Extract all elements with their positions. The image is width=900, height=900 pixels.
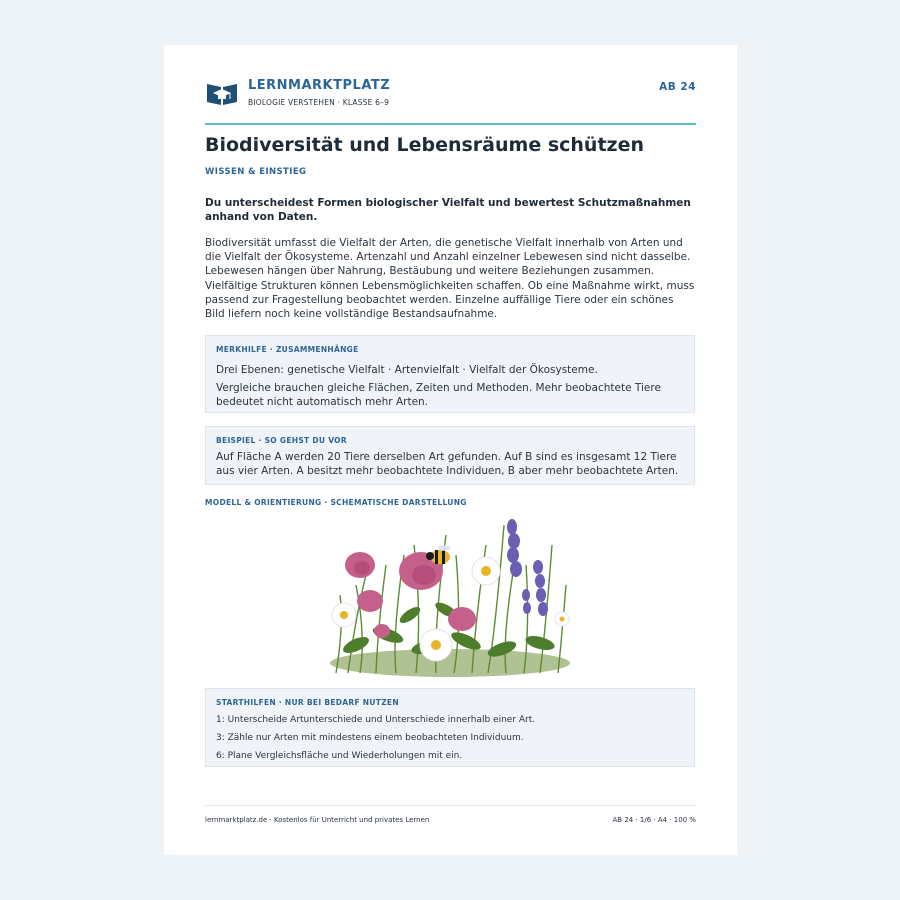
merkhilfe-line-2: Vergleiche brauchen gleiche Flächen, Zeiten und Methoden. Mehr beobachtete Tiere bedeutet nicht automatisch mehr Arten.: [216, 382, 661, 408]
merkhilfe-box: [205, 335, 695, 413]
merkhilfe-line-1: Drei Ebenen: genetische Vielfalt · Artenvielfalt · Vielfalt der Ökosysteme.: [216, 364, 598, 376]
section-kicker: WISSEN & EINSTIEG: [205, 167, 307, 177]
footer-page-info: AB 24 · 1/6 · A4 · 100 %: [612, 816, 696, 824]
lead-paragraph: Du unterscheidest Formen biologischer Vielfalt und bewertest Schutzmaßnahmen anhand von Daten.: [205, 197, 691, 223]
model-label: MODELL & ORIENTIERUNG · SCHEMATISCHE DARSTELLUNG: [205, 498, 467, 507]
starthilfen-box: [205, 688, 695, 767]
sheet-code: AB 24: [659, 81, 696, 93]
course-subtitle: BIOLOGIE VERSTEHEN · KLASSE 6–9: [248, 98, 390, 107]
starthilfen-list: [216, 715, 684, 762]
brand-name: LERNMARKTPLATZ: [248, 78, 391, 93]
worksheet-page: [164, 45, 737, 855]
page-footer: [205, 805, 696, 836]
body-paragraph: Biodiversität umfasst die Vielfalt der Arten, die genetische Vielfalt innerhalb von Arten und die Vielfalt der Ökosysteme. Artenzahl und Anzahl einzelner Lebewesen sind nicht dasselbe. Lebewesen hängen über Nahrung, Bestäubung und weitere Beziehungen zusammen. Vielfältige Strukturen können Lebensmöglichkeiten schaffen. Ob eine Maßnahme wirkt, muss passend zur Fragestellung beobachtet werden. Einzelne auffällige Tiere oder ein schönes Bild liefern noch keine vollständige Bestandsaufnahme.: [205, 237, 695, 321]
page-title: Biodiversität und Lebensräume schützen: [205, 134, 645, 156]
page-header: [205, 45, 696, 125]
list-item: 3: Zähle nur Arten mit mindestens einem beobachteten Individuum.: [216, 733, 524, 743]
beispiel-label: BEISPIEL · SO GEHST DU VOR: [216, 436, 347, 445]
footer-site-note: lernmarktplatz.de · Kostenlos für Unterricht und privates Lernen: [205, 816, 430, 824]
beispiel-box: [205, 426, 695, 485]
list-item: 6: Plane Vergleichsfläche und Wiederholungen mit ein.: [216, 751, 463, 761]
wildflower-meadow-illustration: [326, 515, 574, 679]
graduation-book-icon: [206, 80, 238, 106]
merkhilfe-label: MERKHILFE · ZUSAMMENHÄNGE: [216, 345, 359, 354]
list-item: 1: Unterscheide Artunterschiede und Unterschiede innerhalb einer Art.: [216, 715, 536, 725]
starthilfen-label: STARTHILFEN · NUR BEI BEDARF NUTZEN: [216, 698, 399, 707]
beispiel-text: Auf Fläche A werden 20 Tiere derselben Art gefunden. Auf B sind es insgesamt 12 Tiere aus vier Arten. A besitzt mehr beobachtete Individuen, B aber mehr beobachtete Arten.: [216, 451, 679, 477]
